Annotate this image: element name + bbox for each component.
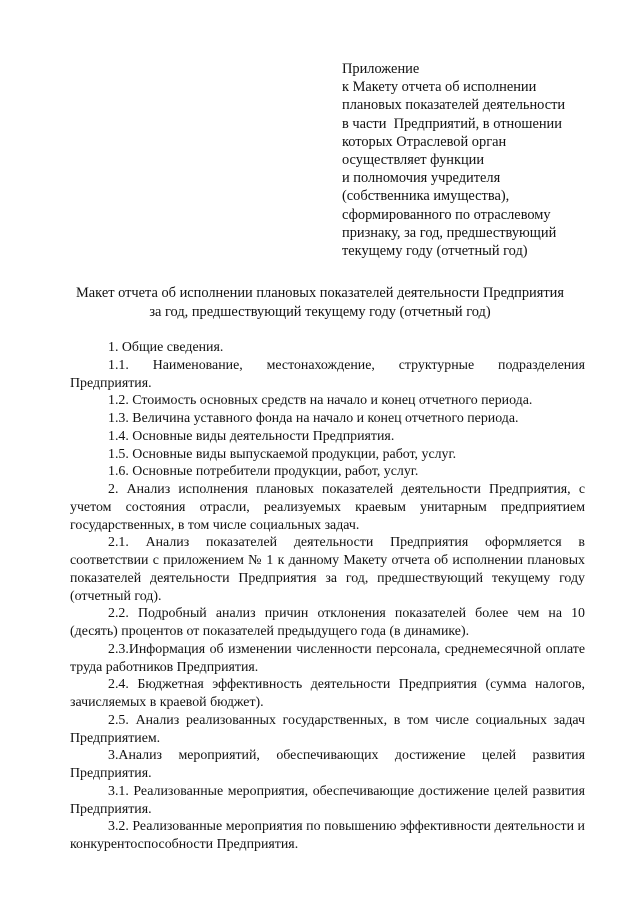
appendix-line: признаку, за год, предшествующий	[342, 224, 557, 241]
appendix-line: (собственника имущества),	[342, 188, 510, 205]
document-body	[70, 339, 585, 854]
section-general-info: 1. Общие сведения.	[108, 340, 224, 355]
appendix-line: плановых показателей деятельности	[342, 97, 566, 114]
item-1-4: 1.4. Основные виды деятельности Предприятия.	[108, 428, 395, 444]
appendix-line: которых Отраслевой орган	[342, 133, 507, 150]
item-1-6: 1.6. Основные потребители продукции, работ, услуг.	[108, 464, 419, 480]
item-3-1: 3.1. Реализованные мероприятия, обеспечивающие достижение целей развития Предприятия.	[70, 783, 585, 817]
appendix-line: осуществляет функции	[342, 152, 485, 169]
item-1-2: 1.2. Стоимость основных средств на начало и конец отчетного периода.	[108, 393, 533, 409]
document-title-line-1: Макет отчета об исполнении плановых показателей деятельности Предприятия	[76, 285, 564, 301]
appendix-line: Приложение	[342, 61, 420, 77]
item-2-2: 2.2. Подробный анализ причин отклонения показателей более чем на 10 (десять) процентов от показателей предыдущего года (в динамике).	[70, 606, 585, 639]
item-2-5: 2.5. Анализ реализованных государственных, в том числе социальных задач Предприятием.	[70, 712, 585, 746]
item-1-1: 1.1. Наименование, местонахождение, структурные подразделения Предприятия.	[70, 357, 585, 391]
item-2-3: 2.3.Информация об изменении численности персонала, среднемесячной оплате труда работников Предприятия.	[70, 641, 585, 675]
section-2-analysis: 2. Анализ исполнения плановых показателей деятельности Предприятия, с учетом состояния отрасли, реализуемых краевым унитарным предприятием государственных, в том числе социальных задач.	[70, 482, 585, 533]
appendix-line: в части Предприятий, в отношении	[342, 115, 562, 132]
appendix-line: и полномочия учредителя	[342, 170, 501, 187]
item-2-1: 2.1. Анализ показателей деятельности Предприятия оформляется в соответствии с приложением № 1 к данному Макету отчета об исполнении плановых показателей деятельности Предприятия за год, предшествующий текущему году (отчетный год).	[70, 535, 585, 604]
item-1-5: 1.5. Основные виды выпускаемой продукции, работ, услуг.	[108, 446, 457, 462]
document-title	[40, 284, 600, 322]
item-2-4: 2.4. Бюджетная эффективность деятельности Предприятия (сумма налогов, зачисляемых в краевой бюджет).	[70, 677, 585, 710]
item-3-2: 3.2. Реализованные мероприятия по повышению эффективности деятельности и конкурентоспособности Предприятия.	[70, 819, 585, 852]
item-1-3: 1.3. Величина уставного фонда на начало и конец отчетного периода.	[108, 411, 519, 426]
appendix-line: сформированного по отраслевому	[342, 206, 551, 223]
document-title-line-2: за год, предшествующий текущему году (отчетный год)	[149, 304, 491, 320]
appendix-line: текущему году (отчетный год)	[342, 243, 528, 260]
section-3-measures: 3.Анализ мероприятий, обеспечивающих достижение целей развития Предприятия.	[70, 748, 585, 781]
appendix-line: к Макету отчета об исполнении	[342, 79, 537, 96]
appendix-header	[342, 60, 602, 260]
